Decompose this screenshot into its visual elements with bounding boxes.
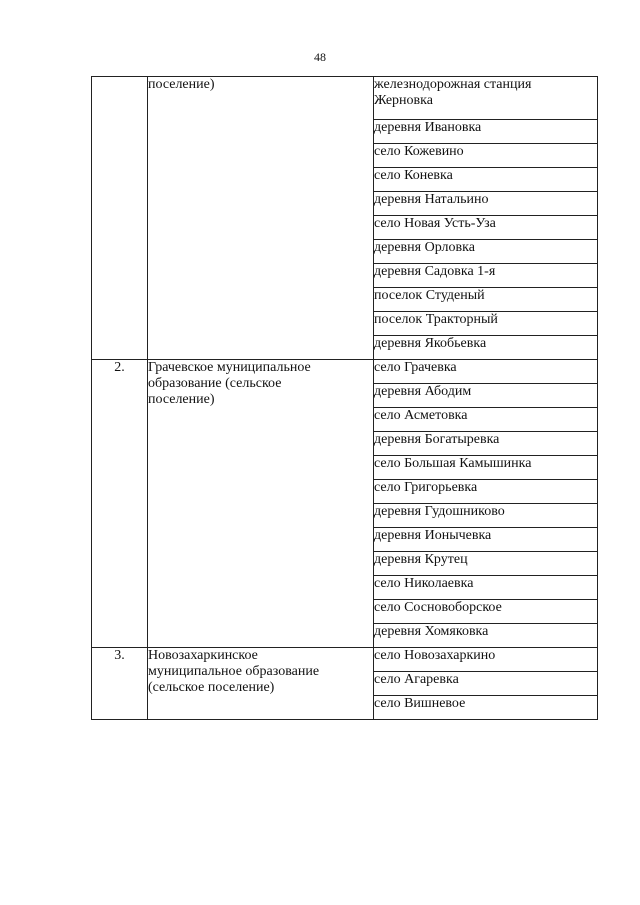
table-row [92, 77, 598, 120]
row-number: 2. [114, 360, 125, 375]
locality-cell [374, 432, 598, 456]
locality-name: деревня Ионычевка [374, 528, 492, 543]
locality-cell [374, 624, 598, 648]
municipality-name-line: муниципальное образование [148, 664, 320, 679]
locality-name: село Григорьевка [374, 480, 478, 495]
locality-name: деревня Ивановка [374, 120, 482, 135]
municipality-cell [148, 77, 374, 360]
locality-name: Жерновка [374, 93, 433, 108]
locality-cell [374, 528, 598, 552]
locality-name: деревня Абодим [374, 384, 472, 399]
locality-name: село Вишневое [374, 696, 466, 711]
municipality-name-line: образование (сельское [148, 376, 282, 391]
locality-cell [374, 77, 598, 120]
municipality-name-line: Новозахаркинское [148, 648, 258, 663]
locality-cell [374, 672, 598, 696]
locality-cell [374, 456, 598, 480]
locality-name: деревня Орловка [374, 240, 475, 255]
locality-cell [374, 600, 598, 624]
locality-name: село Большая Камышинка [374, 456, 532, 471]
settlements-table [91, 76, 598, 720]
municipality-name-line: поселение) [148, 77, 215, 92]
locality-cell [374, 288, 598, 312]
row-number: 3. [114, 648, 125, 663]
locality-cell [374, 240, 598, 264]
municipality-name-line: Грачевское муниципальное [148, 360, 311, 375]
row-number-cell [92, 360, 148, 648]
locality-name: деревня Садовка 1-я [374, 264, 496, 279]
locality-cell [374, 144, 598, 168]
locality-cell [374, 264, 598, 288]
locality-name: село Коневка [374, 168, 453, 183]
locality-name: село Новая Усть-Уза [374, 216, 496, 231]
municipality-name-line: поселение) [148, 392, 215, 407]
locality-cell [374, 480, 598, 504]
locality-name: село Сосновоборское [374, 600, 502, 615]
settlements-table-body [92, 77, 598, 720]
locality-name: деревня Хомяковка [374, 624, 489, 639]
locality-name: железнодорожная станция [374, 77, 532, 92]
locality-name: село Грачевка [374, 360, 457, 375]
municipality-name-line: (сельское поселение) [148, 680, 275, 695]
municipality-cell [148, 360, 374, 648]
locality-name: деревня Гудошниково [374, 504, 505, 519]
locality-name: деревня Богатыревка [374, 432, 500, 447]
locality-cell [374, 408, 598, 432]
locality-name: село Асметовка [374, 408, 468, 423]
page-number: 48 [314, 50, 326, 64]
locality-cell [374, 504, 598, 528]
locality-cell [374, 384, 598, 408]
locality-cell [374, 552, 598, 576]
row-number-cell [92, 648, 148, 720]
locality-name: село Николаевка [374, 576, 474, 591]
locality-name: село Кожевино [374, 144, 464, 159]
locality-name: деревня Крутец [374, 552, 468, 567]
municipality-cell [148, 648, 374, 720]
locality-cell [374, 168, 598, 192]
locality-cell [374, 360, 598, 384]
locality-cell [374, 648, 598, 672]
locality-name: деревня Натальино [374, 192, 489, 207]
locality-cell [374, 120, 598, 144]
locality-name: село Новозахаркино [374, 648, 496, 663]
locality-cell [374, 576, 598, 600]
row-number-cell [92, 77, 148, 360]
locality-cell [374, 336, 598, 360]
table-row [92, 360, 598, 384]
locality-name: деревня Якобьевка [374, 336, 487, 351]
table-row [92, 648, 598, 672]
locality-name: поселок Тракторный [374, 312, 498, 327]
locality-name: село Агаревка [374, 672, 459, 687]
locality-cell [374, 216, 598, 240]
locality-name: поселок Студеный [374, 288, 485, 303]
locality-cell [374, 192, 598, 216]
locality-cell [374, 312, 598, 336]
locality-cell [374, 696, 598, 720]
